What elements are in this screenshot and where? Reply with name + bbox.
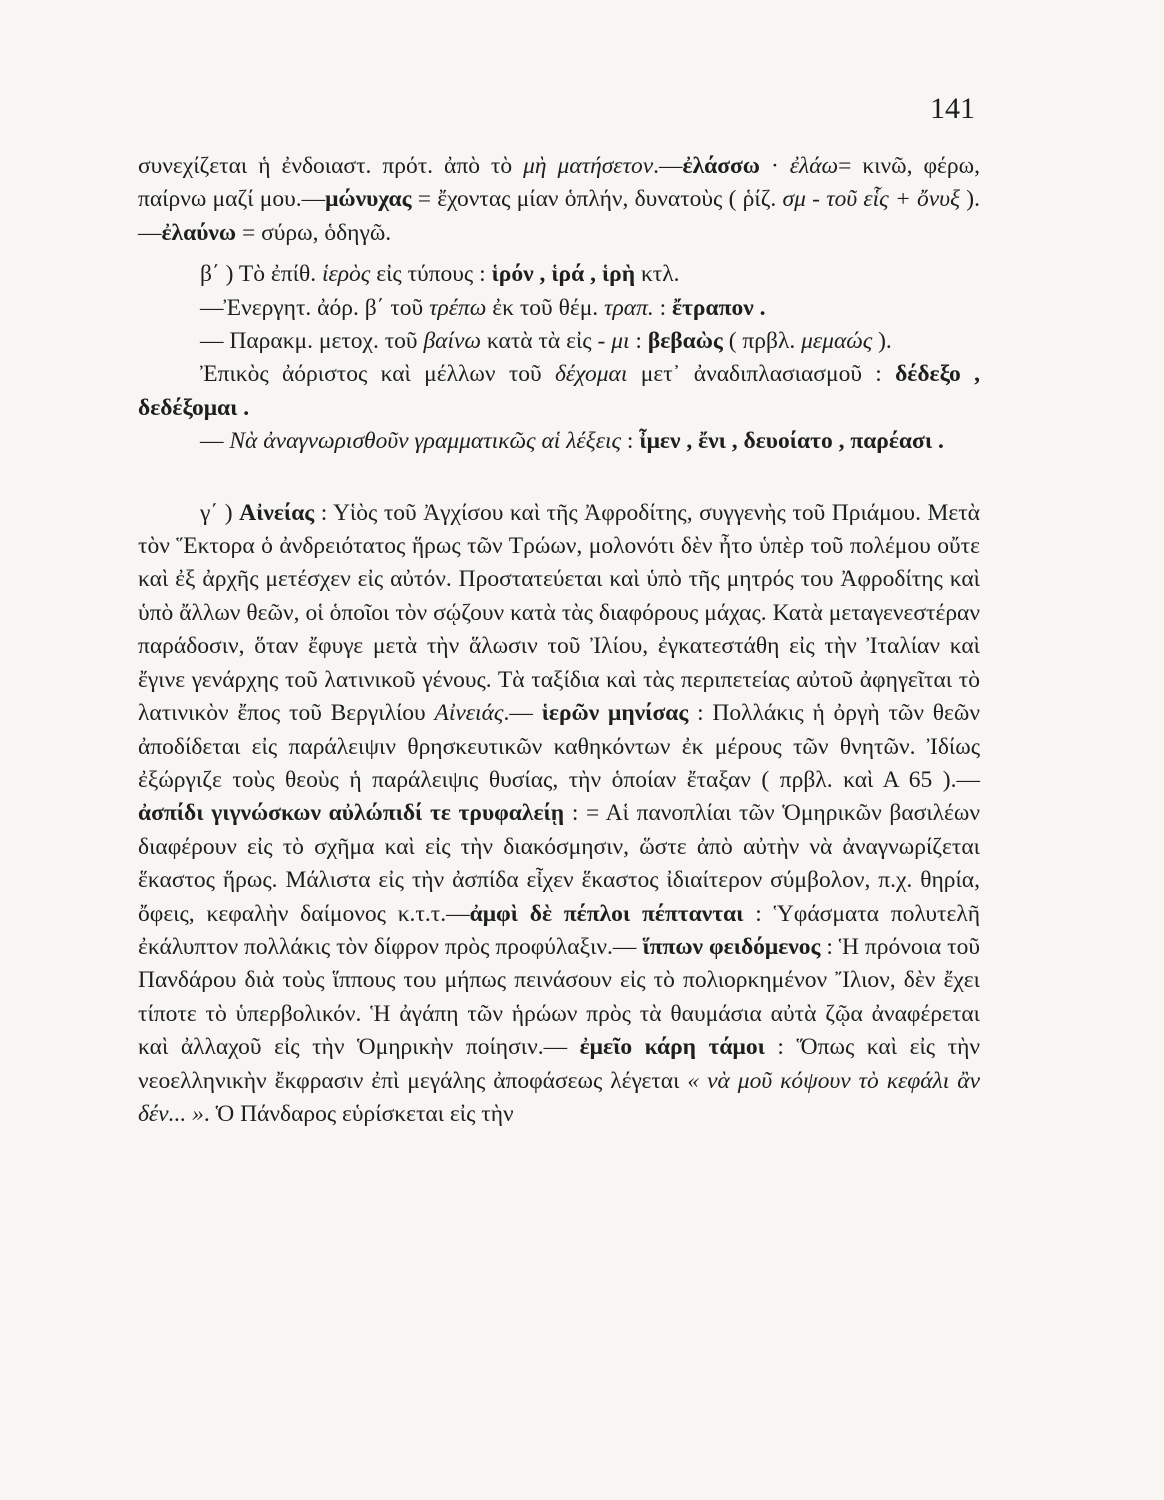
text-run: εἰς τύπους :	[370, 261, 492, 288]
italic-text: τρέπω	[429, 294, 487, 321]
text-run: ( πρβλ.	[722, 328, 802, 355]
text-run: ).	[872, 328, 892, 355]
text-run: : = Αἱ πανοπλίαι τῶν Ὁμηρικῶν βασιλέων διαφέρουν εἰς τὸ σχῆμα καὶ εἰς τὴν διακόσμησιν, ὥστε ἀπὸ αὐτὴν νὰ ἀναγνωρίζεται ἕκαστος ἥρως. Μάλιστα εἰς τὴν ἀσπίδα εἶχεν ἕκαστος ἰδιαίτερον σύμβολον, π.χ. θηρία, ὄφεις, κεφαλὴν δαίμονος κ.τ.τ.—	[138, 800, 980, 927]
italic-text: μεμαώς	[801, 328, 873, 355]
bold-term: βεβαὼς	[647, 328, 723, 355]
text-run: : Ὑφάσματα πολυτελῆ ἐκάλυπτον πολλάκις τὸν δίφρον πρὸς προφύλαξιν.—	[138, 900, 981, 960]
text-run: μετ᾽ ἀναδιπλασιασμοῦ :	[627, 361, 896, 388]
text-run: .—	[503, 700, 542, 727]
italic-text: τραπ.	[604, 294, 654, 321]
text-run: γ΄ )	[200, 499, 240, 526]
bold-term: ἐμεῖο κάρη τάμοι	[579, 1034, 765, 1061]
italic-text: σμ - τοῦ εἷς + ὄνυξ	[782, 186, 961, 213]
text-run: : Ἡ πρόνοια τοῦ Πανδάρου διὰ τοὺς ἵππους του μήπως πεινάσουν εἰς τὸ πολιορκημένον Ἴλιον, δὲν ἔχει τίποτε τὸ ὑπερβολικόν. Ἡ ἀγάπη τῶν ἡρώων πρὸς τὰ θαυμάσια αὐτὰ ζῷα ἀναφέρεται καὶ ἀλλαχοῦ εἰς τὴν Ὁμηρικὴν ποίησιν.—	[138, 933, 980, 1061]
italic-text: βαίνω	[423, 328, 482, 355]
text-run: Ἐπικὸς ἀόριστος καὶ μέλλων τοῦ	[200, 361, 555, 388]
italic-text: Νὰ ἀναγνωρισθοῦν γραμματικῶς αἱ λέξεις	[229, 428, 622, 455]
paragraph	[138, 150, 980, 250]
bold-term: μώνυχας	[325, 186, 412, 213]
text-run: —Ἐνεργητ. ἀόρ. β΄ τοῦ	[200, 294, 430, 321]
document-body	[138, 150, 980, 1131]
paragraph	[138, 258, 980, 291]
text-run: :	[653, 294, 673, 321]
text-run: : Υἱὸς τοῦ Ἀγχίσου καὶ τῆς Ἀφροδίτης, συγγενὴς τοῦ Πριάμου. Μετὰ τὸν Ἕκτορα ὁ ἀνδρειότατος ἥρως τῶν Τρώων, μολονότι δὲν ἦτο ὑπὲρ τοῦ πολέμου οὔτε καὶ ἐξ ἀρχῆς μετέσχεν εἰς αὐτόν. Προστατεύεται καὶ ὑπὸ τῆς μητρός του Ἀφροδίτης καὶ ὑπὸ ἄλλων θεῶν, οἱ ὁποῖοι τὸν σῴζουν κατὰ τὰς διαφόρους μάχας. Κατὰ μεταγενεστέραν παράδοσιν, ὅταν ἔφυγε μετὰ τὴν ἅλωσιν τοῦ Ἰλίου, ἐγκατεστάθη εἰς τὴν Ἰταλίαν καὶ ἔγινε γενάρχης τοῦ λατινικοῦ γένους. Τὰ ταξίδια καὶ τὰς περιπετείας αὐτοῦ ἀφηγεῖται τὸ λατινικὸν ἔπος τοῦ Βεργιλίου	[138, 499, 980, 727]
text-run: ἐκ τοῦ θέμ.	[486, 294, 605, 321]
text-run: συνεχίζεται ἡ ἐνδοιαστ. πρότ. ἀπὸ τὸ	[138, 153, 524, 179]
bold-term: ἀσπίδι γιγνώσκων αὐλώπιδί τε τρυφαλείῃ	[138, 800, 565, 827]
bold-term: Αἰνείας	[239, 499, 315, 526]
text-run: = ἔχοντας μίαν ὁπλήν, δυνατοὺς ( ῥίζ.	[411, 186, 783, 213]
paragraph	[138, 358, 980, 425]
paragraph	[138, 425, 980, 458]
italic-text: ἐλάω	[789, 153, 839, 179]
text-run: :	[621, 428, 640, 455]
text-run: β΄ ) Τὸ ἐπίθ.	[200, 261, 322, 288]
text-run: . Ὁ Πάνδαρος εὑρίσκεται εἰς τὴν	[203, 1100, 514, 1127]
paragraph	[138, 497, 980, 1132]
text-run: :	[629, 328, 648, 355]
bold-term: ἔτραπον .	[672, 294, 766, 321]
text-run: : Πολλάκις ἡ ὀργὴ τῶν θεῶν ἀποδίδεται εἰς παράλειψιν θρησκευτικῶν καθηκόντων ἐκ μέρους τῶν θνητῶν. Ἰδίως ἐξώργιζε τοὺς θεοὺς ἡ παράλειψις θυσίας, τὴν ὁποίαν ἔταξαν ( πρβλ. καὶ Α 65 ).—	[138, 700, 981, 793]
bold-term: ἀμφὶ δὲ πέπλοι πέπτανται	[469, 900, 744, 927]
bold-term: ἵππων φειδόμενος	[642, 933, 821, 960]
bold-term: δέδεξο , δεδέξομαι .	[138, 361, 980, 421]
bold-term: ἐλαύνω	[161, 219, 237, 246]
text-run: = κινῶ, φέρω, παίρνω μαζί μου.—	[138, 153, 980, 213]
bold-term: ἱερῶν μηνίσας	[541, 700, 689, 727]
italic-text: δέχομαι	[554, 361, 628, 388]
italic-text: Αἰνειάς	[434, 700, 504, 727]
text-run: ).—	[138, 186, 981, 246]
text-run: = σύρω, ὁδηγῶ.	[236, 219, 392, 246]
bold-term: ἐλάσσω	[682, 153, 760, 179]
text-run: ·	[760, 153, 790, 179]
bold-term: ἱρόν , ἱρά , ἱρὴ	[491, 261, 636, 288]
italic-text: « νὰ μοῦ κόψουν τὸ κεφάλι ἂν δέν... »	[138, 1067, 981, 1127]
text-run: —	[200, 428, 230, 455]
text-run: κτλ.	[635, 261, 680, 288]
text-run: : Ὅπως καὶ εἰς τὴν νεοελληνικὴν ἔκφρασιν ἐπὶ μεγάλης ἀποφάσεως λέγεται	[138, 1034, 981, 1094]
bold-term: ἶμεν , ἔνι , δευοίατο , παρέασι .	[639, 428, 944, 455]
italic-text: ἱερὸς	[321, 261, 371, 288]
paragraph	[138, 325, 980, 358]
italic-text: - μι	[597, 328, 630, 355]
page-number: 141	[930, 92, 975, 125]
text-run: — Παρακμ. μετοχ. τοῦ	[200, 328, 424, 355]
paragraph	[138, 292, 980, 325]
text-run: .—	[653, 153, 683, 179]
italic-text: μὴ ματήσετον	[523, 153, 654, 179]
text-run: κατὰ τὰ εἰς	[481, 328, 598, 355]
